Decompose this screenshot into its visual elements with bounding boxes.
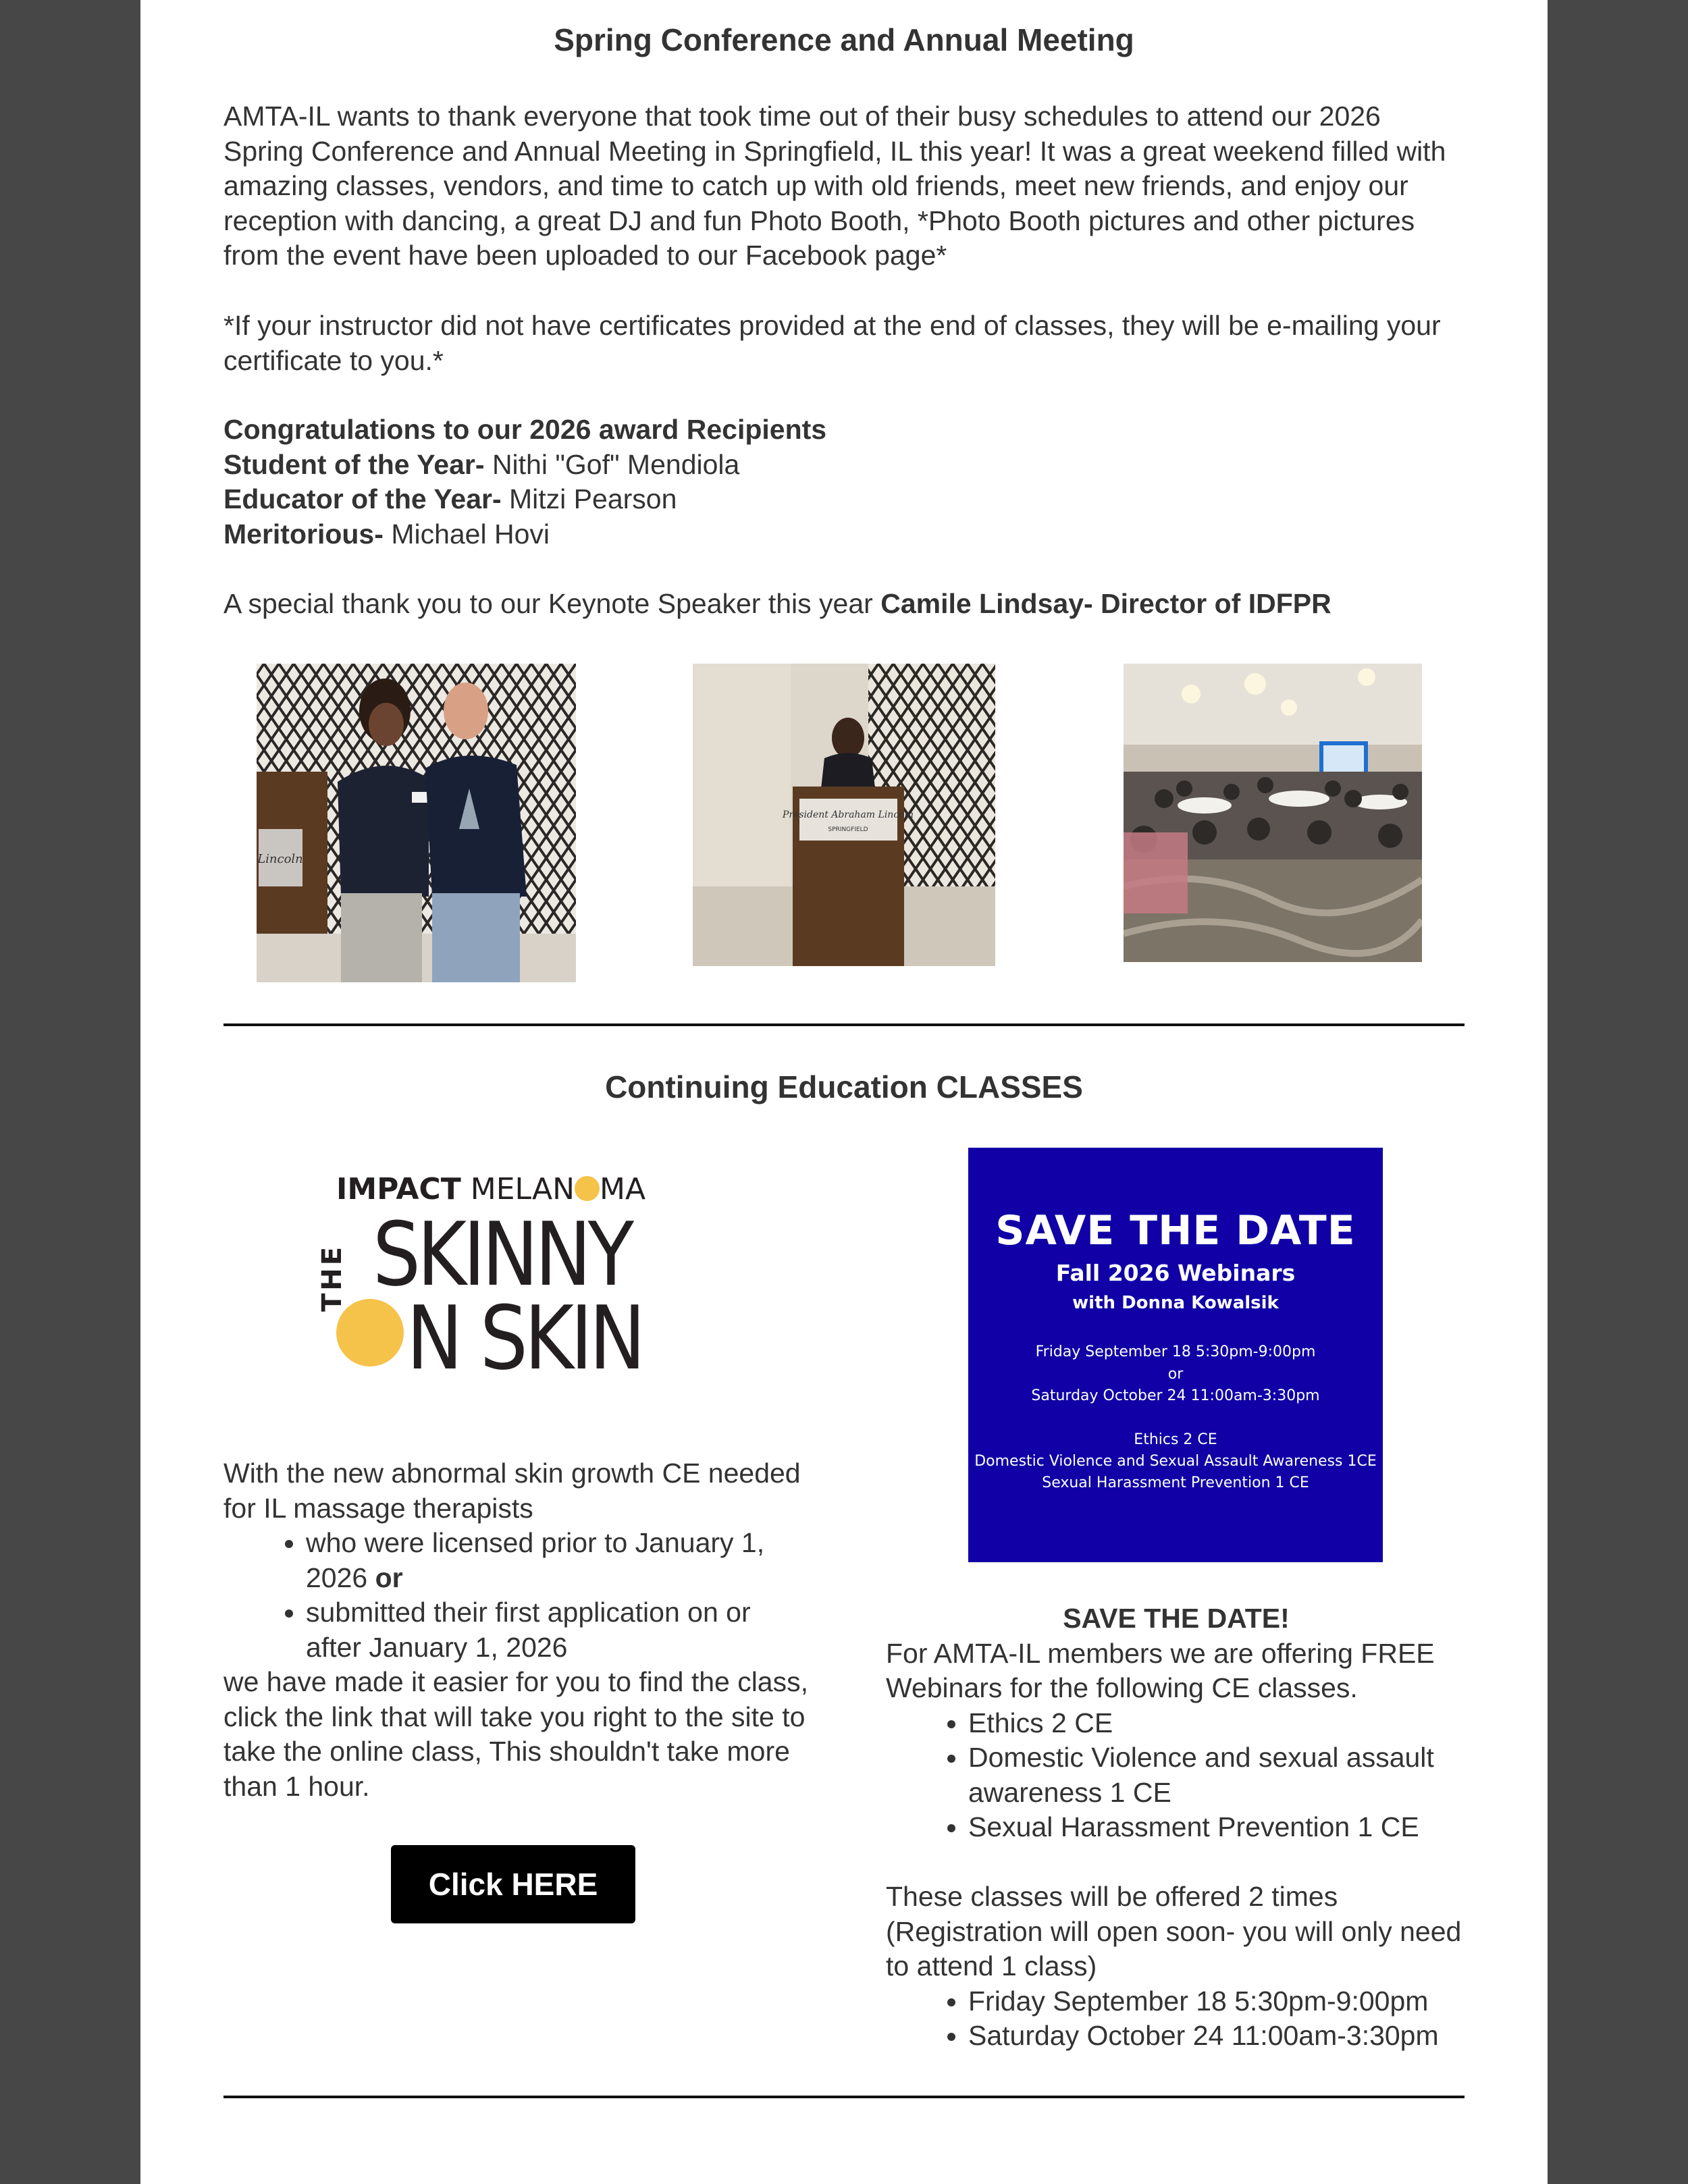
keynote-line bbox=[223, 587, 1465, 622]
podium-sign-subtext: SPRINGFIELD bbox=[828, 826, 868, 833]
flyer-class-1: Ethics 2 CE bbox=[1134, 1431, 1217, 1448]
list-item: • Domestic Violence and sexual assault awareness 1 CE bbox=[968, 1740, 1473, 1810]
keynote-photo-image bbox=[693, 664, 995, 966]
flyer-headline: SAVE THE DATE bbox=[995, 1207, 1356, 1254]
keynote-name: Camile Lindsay- Director of IDFPR bbox=[880, 588, 1331, 619]
list-item: • Friday September 18 5:30pm-9:00pm bbox=[968, 1984, 1473, 2019]
newsletter-page bbox=[140, 0, 1548, 2184]
skin-growth-ce-text bbox=[223, 1456, 811, 1804]
list-item: • who were licensed prior to January 1, 2026 or bbox=[306, 1526, 811, 1595]
podium-sign-text: President Abraham Lincoln bbox=[782, 809, 914, 820]
keynote-text: A special thank you to our Keynote Speaker this year bbox=[223, 588, 873, 619]
skinny-on-skin-logo bbox=[317, 1172, 694, 1389]
flyer-presenter: with Donna Kowalsik bbox=[1072, 1293, 1279, 1313]
flyer-date-1: Friday September 18 5:30pm-9:00pm bbox=[1035, 1343, 1316, 1360]
flyer-class-3: Sexual Harassment Prevention 1 CE bbox=[1042, 1474, 1309, 1491]
award-label: Educator of the Year- bbox=[223, 483, 502, 514]
award-recipient: Michael Hovi bbox=[391, 518, 550, 550]
list-item: • submitted their first application on or after January 1, 2026 bbox=[306, 1595, 811, 1665]
award-recipient: Mitzi Pearson bbox=[509, 483, 677, 514]
section-divider bbox=[223, 2096, 1465, 2098]
award-student bbox=[223, 448, 1465, 483]
conference-title: Spring Conference and Annual Meeting bbox=[554, 22, 1134, 57]
click-here-button[interactable]: Click HERE bbox=[391, 1845, 635, 1923]
list-item: • Ethics 2 CE bbox=[968, 1706, 1473, 1741]
keynote-photo bbox=[693, 664, 995, 966]
save-the-date-heading: SAVE THE DATE! bbox=[1063, 1603, 1290, 1634]
award-photo-image bbox=[257, 664, 576, 982]
webinar-classes-list bbox=[886, 1706, 1473, 1845]
award-photo bbox=[257, 664, 576, 982]
flyer-or: or bbox=[1167, 1366, 1184, 1383]
award-label: Meritorious- bbox=[223, 518, 384, 550]
certificates-note: *If your instructor did not have certificates provided at the end of classes, they will be e-mailing your certificate to you.* bbox=[223, 310, 1441, 376]
logo-o-dot bbox=[575, 1176, 600, 1201]
flyer-subhead: Fall 2026 Webinars bbox=[1055, 1260, 1296, 1286]
ballroom-photo-image bbox=[1124, 664, 1422, 962]
logo-skinny: SKINNY bbox=[373, 1203, 631, 1306]
list-item: • Saturday October 24 11:00am-3:30pm bbox=[968, 2019, 1473, 2054]
impact-melanoma-wordmark: IMPACT MELAN MA bbox=[336, 1172, 646, 1206]
flyer-class-2: Domestic Violence and Sexual Assault Awareness 1CE bbox=[974, 1453, 1377, 1470]
webinar-offer: These classes will be offered 2 times (Registration will open soon- you will only need to attend 1 class) bbox=[886, 1881, 1462, 1981]
logo-o-circle bbox=[336, 1299, 404, 1366]
webinar-dates-list bbox=[886, 1984, 1473, 2054]
award-meritorious bbox=[223, 517, 1465, 552]
award-label: Student of the Year- bbox=[223, 448, 485, 480]
save-the-date-flyer bbox=[968, 1148, 1383, 1562]
logo-the-vertical: THE bbox=[317, 1244, 348, 1312]
webinar-info bbox=[886, 1601, 1473, 2054]
award-educator bbox=[223, 482, 1465, 517]
list-item: • Sexual Harassment Prevention 1 CE bbox=[968, 1810, 1473, 1845]
logo-n-skin: N SKIN bbox=[406, 1287, 643, 1389]
flyer-date-2: Saturday October 24 11:00am-3:30pm bbox=[1031, 1387, 1320, 1404]
skin-growth-intro: With the new abnormal skin growth CE needed for IL massage therapists bbox=[223, 1458, 801, 1524]
ballroom-photo bbox=[1124, 664, 1422, 962]
section-divider bbox=[223, 1023, 1465, 1026]
skin-growth-outro: we have made it easier for you to find the class, click the link that will take you right to the site to take the online class, This shouldn't take more than 1 hour. bbox=[223, 1666, 809, 1802]
webinar-intro: For AMTA-IL members we are offering FREE Webinars for the following CE classes. bbox=[886, 1637, 1435, 1703]
award-recipient: Nithi "Gof" Mendiola bbox=[492, 448, 740, 480]
podium-sign-text: Lincoln bbox=[257, 852, 303, 866]
awards-heading: Congratulations to our 2026 award Recipients bbox=[223, 414, 827, 445]
awards-block bbox=[223, 412, 1465, 552]
eligibility-list bbox=[223, 1526, 811, 1665]
classes-title: Continuing Education CLASSES bbox=[605, 1069, 1083, 1104]
conference-intro: AMTA-IL wants to thank everyone that took time out of their busy schedules to attend our 2026 Spring Conference and Annual Meeting in Springfield, IL this year! It was a great weekend filled with amazing classes, vendors, and time to catch up with old friends, meet new friends, and enjoy our reception with dancing, a great DJ and fun Photo Booth, *Photo Booth pictures and other pictures from the event have been uploaded to our Facebook page* bbox=[223, 101, 1446, 271]
